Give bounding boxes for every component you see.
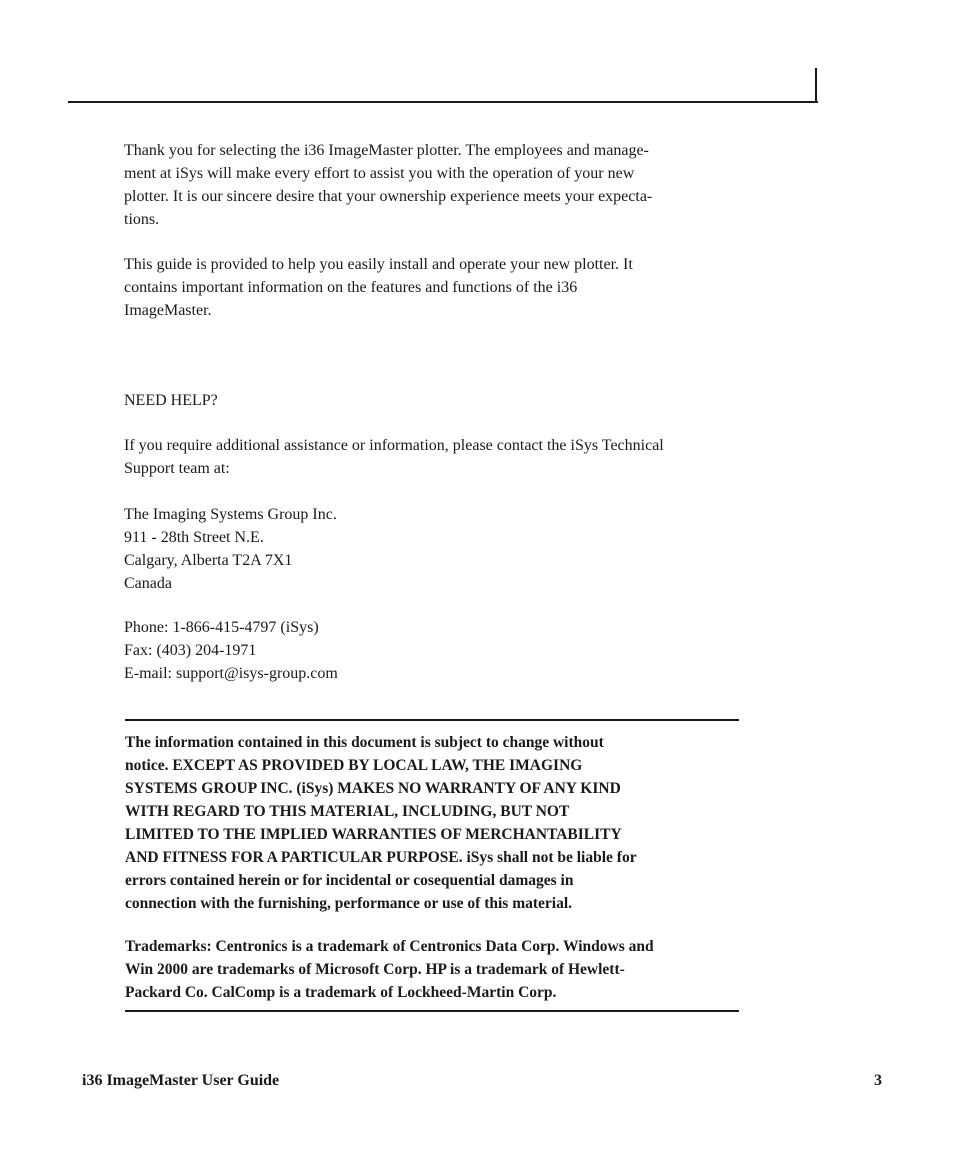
- disclaimer-line: WITH REGARD TO THIS MATERIAL, INCLUDING, BUT NOT: [125, 803, 570, 820]
- disclaimer-line: errors contained herein or for incidental or cosequential damages in: [125, 872, 574, 889]
- help-line: If you require additional assistance or information, please contact the iSys Technical: [124, 437, 664, 454]
- page-number: 3: [874, 1072, 882, 1089]
- phone-line: Phone: 1-866-415-4797 (iSys): [124, 619, 319, 636]
- disclaimer-line: The information contained in this document is subject to change without: [125, 734, 604, 751]
- disclaimer-line: connection with the furnishing, performance or use of this material.: [125, 895, 573, 912]
- intro-line: Thank you for selecting the i36 ImageMaster plotter. The employees and manage-: [124, 142, 649, 159]
- trademark-line: Trademarks: Centronics is a trademark of Centronics Data Corp. Windows and: [125, 938, 654, 955]
- header-tick: [815, 68, 817, 103]
- trademark-line: Win 2000 are trademarks of Microsoft Corp. HP is a trademark of Hewlett-: [125, 961, 625, 978]
- address-block: [124, 503, 724, 595]
- address-line: Canada: [124, 575, 172, 592]
- guide-paragraph: [124, 253, 724, 322]
- fax-line: Fax: (403) 204-1971: [124, 642, 257, 659]
- guide-line: contains important information on the features and functions of the i36: [124, 279, 578, 296]
- footer-title: i36 ImageMaster User Guide: [82, 1072, 280, 1089]
- header-rule: [68, 101, 818, 103]
- disclaimer-line: notice. EXCEPT AS PROVIDED BY LOCAL LAW, THE IMAGING: [125, 757, 583, 774]
- guide-line: This guide is provided to help you easily install and operate your new plotter. It: [124, 256, 633, 273]
- contact-block: [124, 616, 724, 685]
- intro-line: ment at iSys will make every effort to assist you with the operation of your new: [124, 165, 635, 182]
- address-line: The Imaging Systems Group Inc.: [124, 506, 337, 523]
- help-heading-text: NEED HELP?: [124, 392, 218, 409]
- notice-bottom-rule: [125, 1010, 739, 1012]
- email-line: E-mail: support@isys-group.com: [124, 665, 338, 682]
- address-line: Calgary, Alberta T2A 7X1: [124, 552, 293, 569]
- notice-top-rule: [125, 719, 739, 721]
- disclaimer-line: LIMITED TO THE IMPLIED WARRANTIES OF MERCHANTABILITY: [125, 826, 622, 843]
- disclaimer-paragraph: [125, 731, 745, 915]
- intro-paragraph: [124, 139, 724, 231]
- disclaimer-line: SYSTEMS GROUP INC. (iSys) MAKES NO WARRANTY OF ANY KIND: [125, 780, 621, 797]
- help-heading: [124, 389, 724, 412]
- help-paragraph: [124, 434, 724, 480]
- intro-line: tions.: [124, 211, 160, 228]
- disclaimer-line: AND FITNESS FOR A PARTICULAR PURPOSE. iSys shall not be liable for: [125, 849, 637, 866]
- trademark-line: Packard Co. CalComp is a trademark of Lockheed-Martin Corp.: [125, 984, 557, 1001]
- guide-line: ImageMaster.: [124, 302, 212, 319]
- help-line: Support team at:: [124, 460, 230, 477]
- address-line: 911 - 28th Street N.E.: [124, 529, 264, 546]
- intro-line: plotter. It is our sincere desire that your ownership experience meets your expecta-: [124, 188, 653, 205]
- trademarks-paragraph: [125, 935, 745, 1004]
